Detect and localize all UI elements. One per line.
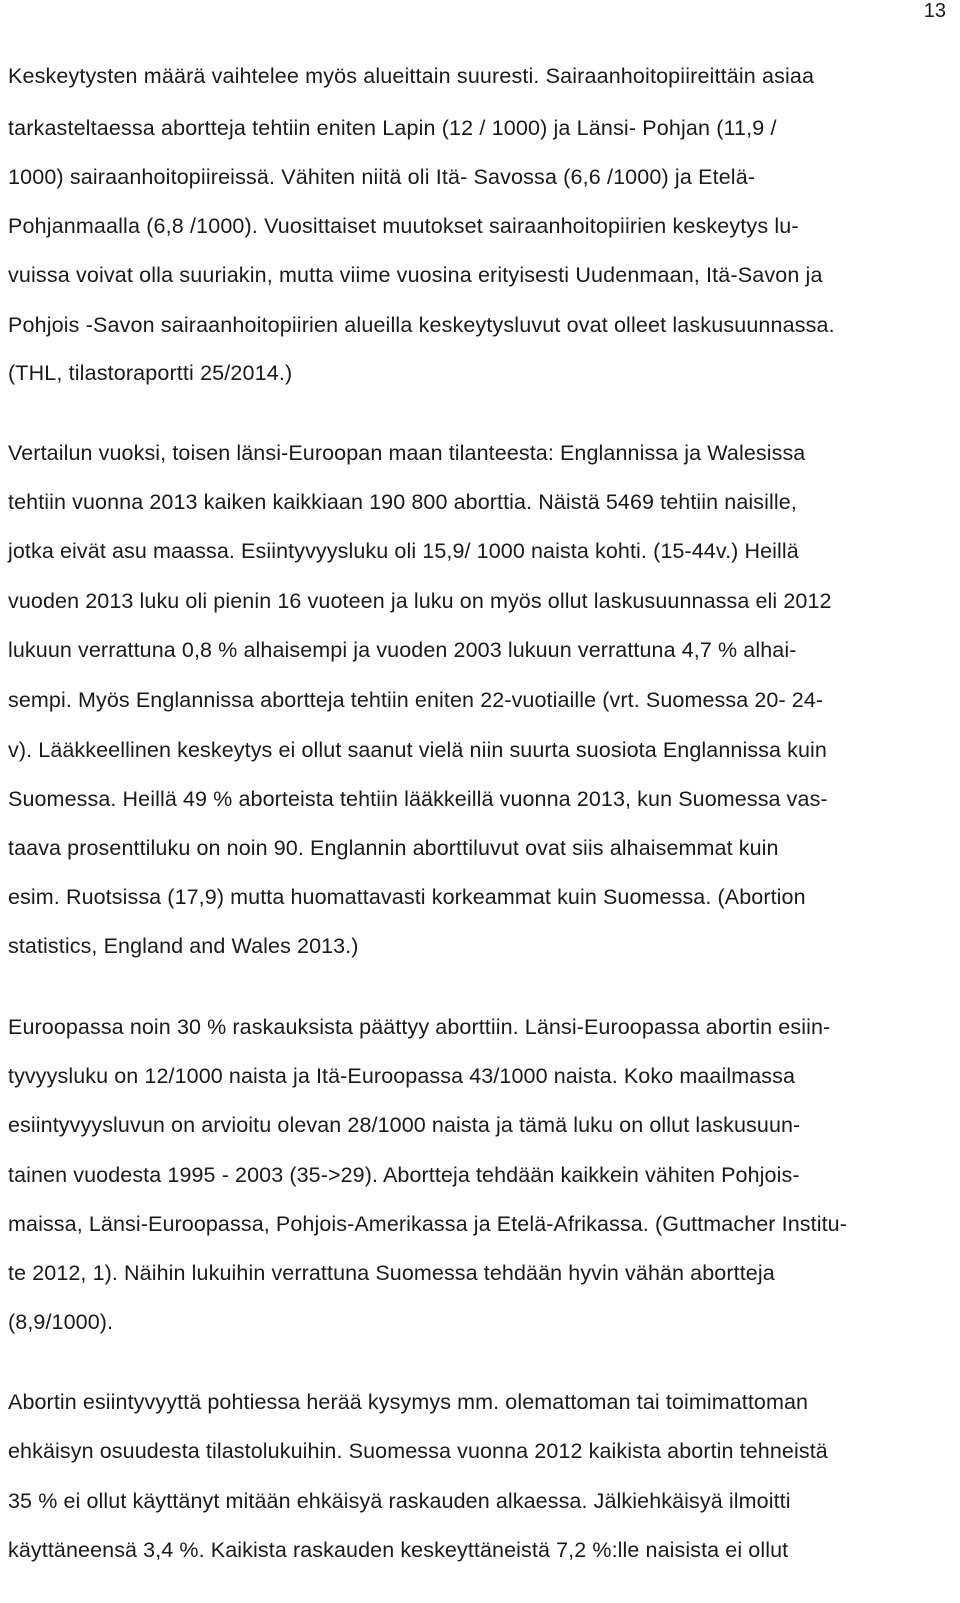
text-line: tehtiin vuonna 2013 kaiken kaikkiaan 190 800 aborttia. Näistä 5469 tehtiin naisille, xyxy=(8,490,797,514)
text-line: ehkäisyn osuudesta tilastolukuihin. Suomessa vuonna 2012 kaikista abortin tehneistä xyxy=(8,1439,828,1463)
text-line: te 2012, 1). Näihin lukuihin verrattuna Suomessa tehdään hyvin vähän abortteja xyxy=(8,1261,775,1285)
text-line: statistics, England and Wales 2013.) xyxy=(8,934,359,958)
text-line: Pohjois -Savon sairaanhoitopiirien alueilla keskeytysluvut ovat olleet laskusuunnassa. xyxy=(8,313,835,337)
page-number: 13 xyxy=(923,0,946,22)
text-line: Vertailun vuoksi, toisen länsi-Euroopan maan tilanteesta: Englannissa ja Walesissa xyxy=(8,441,806,465)
text-line: Suomessa. Heillä 49 % aborteista tehtiin lääkkeillä vuonna 2013, kun Suomessa vas- xyxy=(8,787,828,811)
text-line: Euroopassa noin 30 % raskauksista päättyy aborttiin. Länsi-Euroopassa abortin esiin- xyxy=(8,1015,831,1039)
text-line: (THL, tilastoraportti 25/2014.) xyxy=(8,361,293,385)
text-line: v). Lääkkeellinen keskeytys ei ollut saanut vielä niin suurta suosiota Englannissa kuin xyxy=(8,738,827,762)
text-line: vuissa voivat olla suuriakin, mutta viime vuosina erityisesti Uudenmaan, Itä-Savon ja xyxy=(8,263,823,287)
text-line: taava prosenttiluku on noin 90. Englannin aborttiluvut ovat siis alhaisemmat kuin xyxy=(8,836,779,860)
text-line: Abortin esiintyvyyttä pohtiessa herää kysymys mm. olemattoman tai toimimattoman xyxy=(8,1390,809,1414)
text-line: sempi. Myös Englannissa abortteja tehtiin eniten 22-vuotiaille (vrt. Suomessa 20- 24- xyxy=(8,688,824,712)
text-line: tainen vuodesta 1995 - 2003 (35->29). Abortteja tehdään kaikkein vähiten Pohjois- xyxy=(8,1163,800,1187)
text-line: Pohjanmaalla (6,8 /1000). Vuosittaiset muutokset sairaanhoitopiirien keskeytys lu- xyxy=(8,214,799,238)
text-line: 1000) sairaanhoitopiireissä. Vähiten niitä oli Itä- Savossa (6,6 /1000) ja Etelä- xyxy=(8,165,756,189)
text-line: käyttäneensä 3,4 %. Kaikista raskauden keskeyttäneistä 7,2 %:lle naisista ei ollut xyxy=(8,1538,789,1562)
text-line: (8,9/1000). xyxy=(8,1310,114,1334)
text-line: Keskeytysten määrä vaihtelee myös alueittain suuresti. Sairaanhoitopiireittäin asiaa xyxy=(8,64,815,88)
text-line: esim. Ruotsissa (17,9) mutta huomattavasti korkeammat kuin Suomessa. (Abortion xyxy=(8,885,806,909)
text-line: jotka eivät asu maassa. Esiintyvyysluku oli 15,9/ 1000 naista kohti. (15-44v.) Heillä xyxy=(8,539,799,563)
text-line: maissa, Länsi-Euroopassa, Pohjois-Amerikassa ja Etelä-Afrikassa. (Guttmacher Institu- xyxy=(8,1212,847,1236)
text-line: tarkasteltaessa abortteja tehtiin eniten Lapin (12 / 1000) ja Länsi- Pohjan (11,9 / xyxy=(8,116,777,140)
text-line: vuoden 2013 luku oli pienin 16 vuoteen ja luku on myös ollut laskusuunnassa eli 2012 xyxy=(8,589,832,613)
text-line: tyvyysluku on 12/1000 naista ja Itä-Euroopassa 43/1000 naista. Koko maailmassa xyxy=(8,1064,796,1088)
text-line: esiintyvyysluvun on arvioitu olevan 28/1000 naista ja tämä luku on ollut laskusuun- xyxy=(8,1113,801,1137)
text-line: lukuun verrattuna 0,8 % alhaisempi ja vuoden 2003 lukuun verrattuna 4,7 % alhai- xyxy=(8,638,797,662)
text-line: 35 % ei ollut käyttänyt mitään ehkäisyä raskauden alkaessa. Jälkiehkäisyä ilmoitti xyxy=(8,1489,791,1513)
